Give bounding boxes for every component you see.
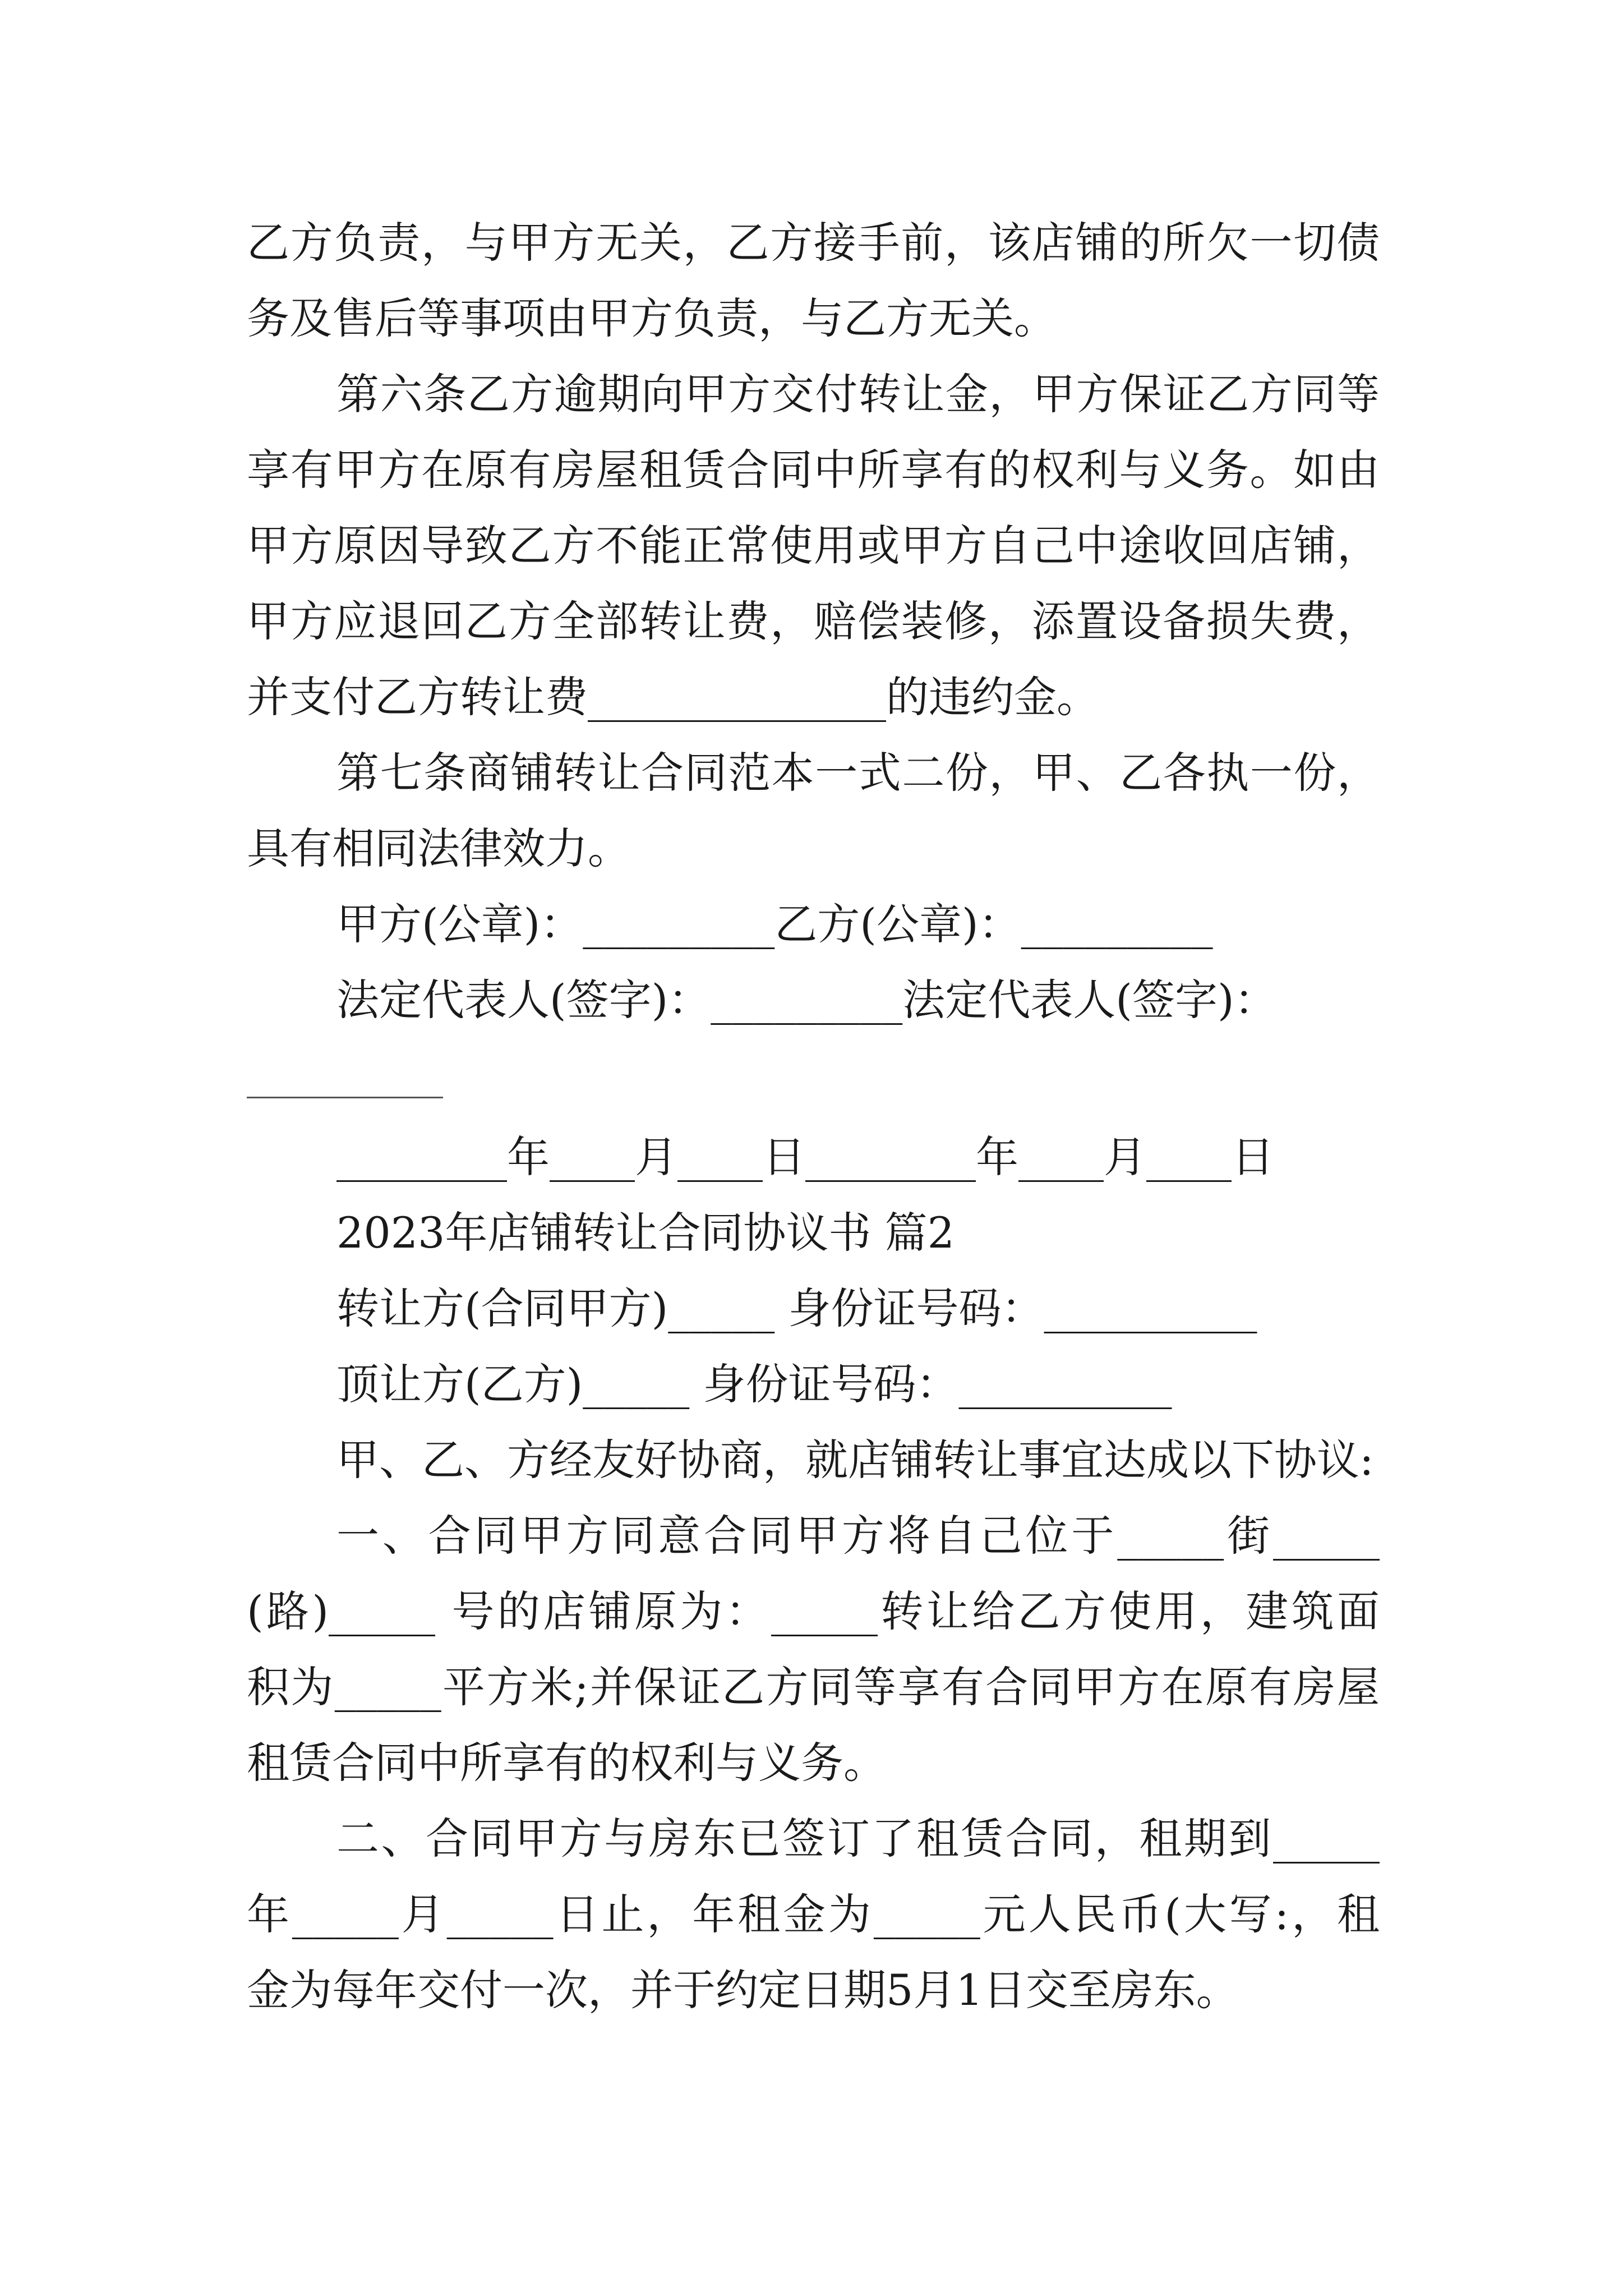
article-2-line: 二、合同甲方与房东已签订了租赁合同，租期到_____ bbox=[336, 1814, 1380, 1864]
agreement-intro-line: 甲、乙、方经友好协商，就店铺转让事宜达成以下协议: bbox=[336, 1435, 1374, 1485]
paragraph-line: 甲方应退回乙方全部转让费，赔偿装修，添置设备损失费， bbox=[247, 596, 1380, 646]
paragraph-line: 金为每年交付一次，并于约定日期5月1日交至房东。 bbox=[247, 1965, 1239, 2015]
party-seal-line: 甲方(公章)：_________乙方(公章)：_________ bbox=[336, 899, 1213, 949]
paragraph-line: 年_____月_____日止，年租金为_____元人民币(大写:，租 bbox=[247, 1889, 1380, 1939]
paragraph-line: 乙方负责，与甲方无关，乙方接手前，该店铺的所欠一切债 bbox=[247, 218, 1380, 268]
paragraph-line: 甲方原因导致乙方不能正常使用或甲方自己中途收回店铺， bbox=[247, 521, 1380, 570]
section-heading: 2023年店铺转让合同协议书 篇2 bbox=[336, 1208, 955, 1258]
paragraph-line: 务及售后等事项由甲方负责，与乙方无关。 bbox=[247, 293, 1057, 343]
paragraph-line: 享有甲方在原有房屋租赁合同中所享有的权利与义务。如由 bbox=[247, 445, 1380, 495]
representative-signature-line: 法定代表人(签字)：_________法定代表人(签字)： bbox=[336, 975, 1277, 1025]
paragraph-line: 并支付乙方转让费______________的违约金。 bbox=[247, 672, 1099, 722]
clause-7-line: 第七条商铺转让合同范本一式二份，甲、乙各执一份， bbox=[336, 748, 1380, 798]
date-line: ________年____月____日________年____月____日 bbox=[336, 1132, 1274, 1182]
article-1-line: 一、合同甲方同意合同甲方将自己位于_____街_____ bbox=[336, 1511, 1380, 1561]
paragraph-line: 租赁合同中所享有的权利与义务。 bbox=[247, 1738, 886, 1788]
paragraph-line: 具有相同法律效力。 bbox=[247, 823, 630, 873]
transferee-line: 顶让方(乙方)_____ 身份证号码：__________ bbox=[336, 1359, 1172, 1409]
transferor-line: 转让方(合同甲方)_____ 身份证号码：__________ bbox=[336, 1283, 1257, 1333]
signature-blank bbox=[247, 1097, 443, 1098]
paragraph-line: 积为_____平方米;并保证乙方同等享有合同甲方在原有房屋 bbox=[247, 1662, 1380, 1712]
paragraph-line: (路)_____ 号的店铺原为：_____转让给乙方使用，建筑面 bbox=[247, 1586, 1380, 1636]
clause-6-line: 第六条乙方逾期向甲方交付转让金，甲方保证乙方同等 bbox=[336, 369, 1380, 419]
